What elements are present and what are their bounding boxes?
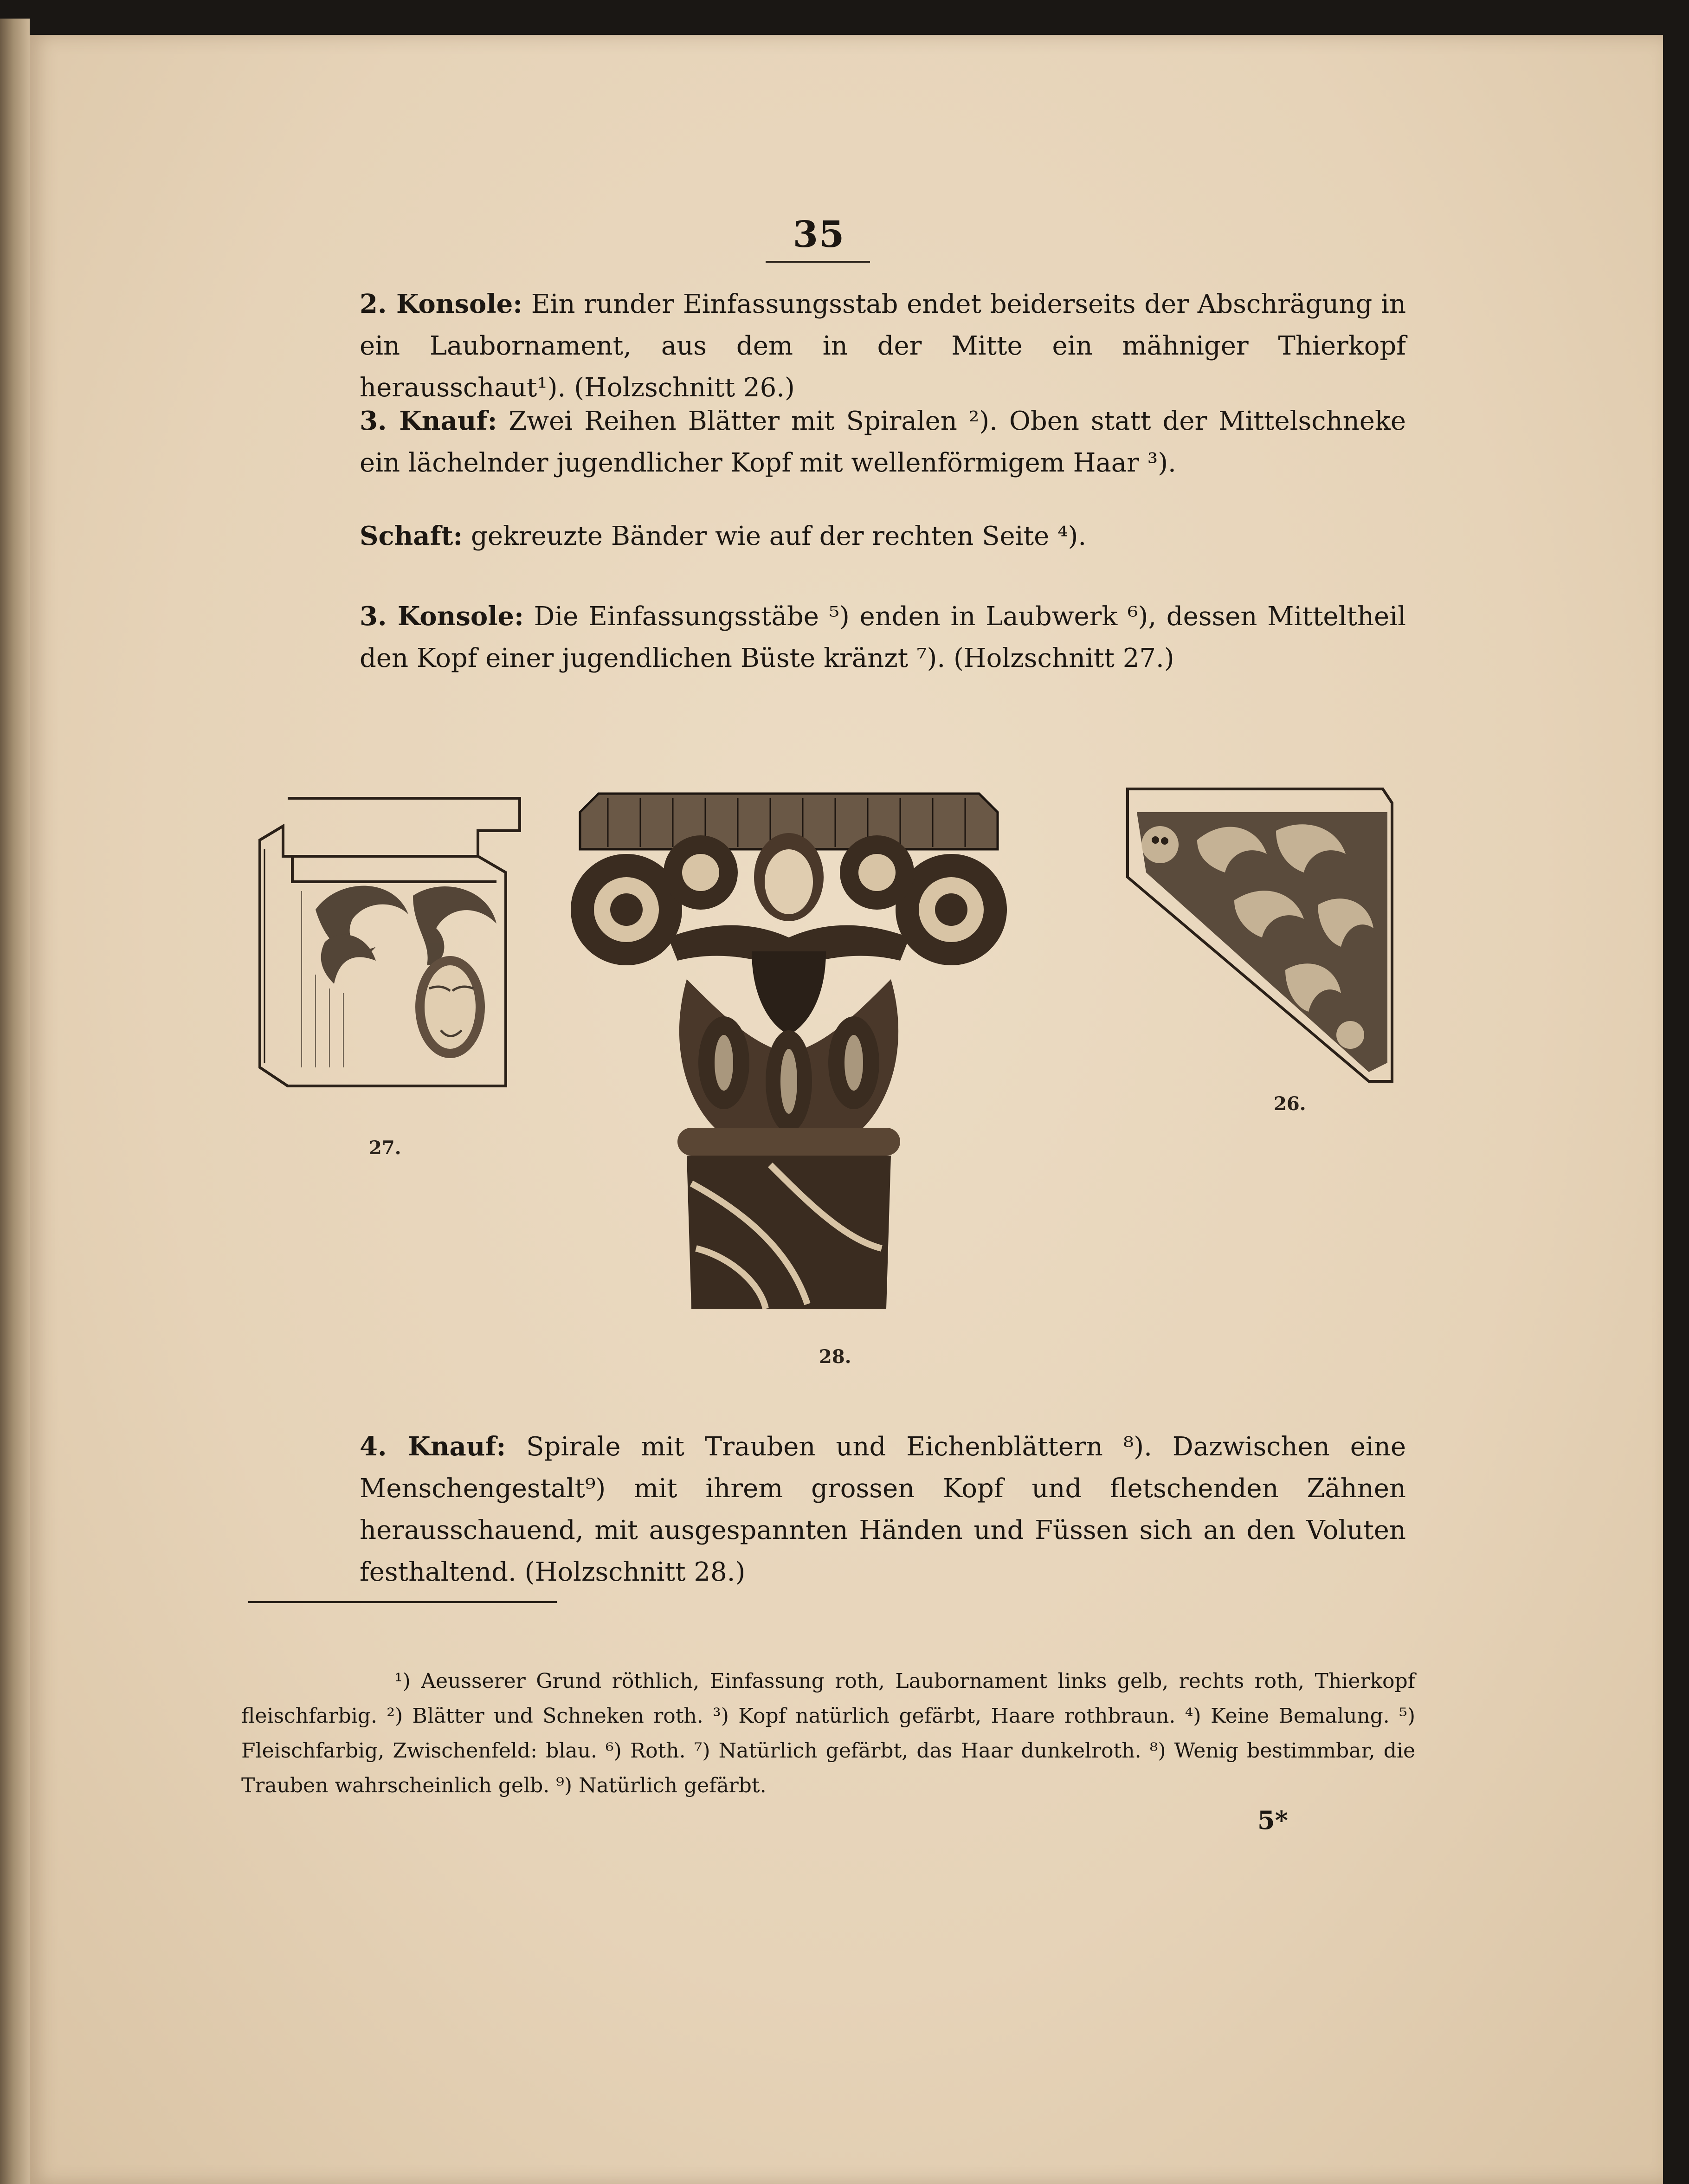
paragraph-label: Schaft: xyxy=(360,521,463,551)
paragraph-schaft xyxy=(241,515,1406,557)
figure-label-27: 27. xyxy=(369,1137,401,1159)
paragraph-konsole-3 xyxy=(241,595,1406,679)
page-number-rule xyxy=(766,261,870,263)
paragraph-label: 3. Konsole: xyxy=(360,601,524,632)
paragraph-text: Ein runder Einfassungsstab endet beiderseits der Abschrägung in ein Laubornament, aus dem in der Mitte ein mähniger Thierkopf herausschaut¹). (Holzschnitt 26.) xyxy=(360,289,1406,403)
figure-label-26: 26. xyxy=(1274,1093,1306,1115)
paragraph-text: Die Einfassungsstäbe ⁵) enden in Laubwerk ⁶), dessen Mitteltheil den Kopf einer jugendlichen Büste kränzt ⁷). (Holzschnitt 27.) xyxy=(360,601,1406,673)
figure-label-28: 28. xyxy=(819,1346,851,1368)
paragraph-knauf-3 xyxy=(241,400,1406,484)
book-spine-edge xyxy=(0,19,30,2184)
paragraph-label: 4. Knauf: xyxy=(360,1431,506,1462)
paragraph-knauf-4 xyxy=(241,1426,1406,1593)
footnotes: ¹) Aeusserer Grund röthlich, Einfassung roth, Laubornament links gelb, rechts roth, Thierkopf fleischfarbig. ²) Blätter und Schneken roth. ³) Kopf natürlich gefärbt, Haare rothbraun. ⁴) Keine Bemalung. ⁵) Fleischfarbig, Zwischenfeld: blau. ⁶) Roth. ⁷) Natürlich gefärbt, das Haar dunkelroth. ⁸) Wenig bestimmbar, die Trauben wahrscheinlich gelb. ⁹) Natürlich gefärbt. xyxy=(241,1669,1415,1797)
woodcut-console-27 xyxy=(246,789,524,1105)
paragraph-text: Spirale mit Trauben und Eichenblättern ⁸). Dazwischen eine Menschengestalt⁹) mit ihrem grossen Kopf und fletschenden Zähnen herausschauend, mit ausgespannten Händen und Füssen sich an den Voluten festhaltend. (Holzschnitt 28.) xyxy=(360,1432,1406,1587)
paragraph-text: gekreuzte Bänder wie auf der rechten Seite ⁴). xyxy=(463,521,1087,551)
woodcut-capital-28 xyxy=(548,784,1030,1341)
paragraph-label: 3. Knauf: xyxy=(360,406,497,436)
page-number: 35 xyxy=(793,213,845,256)
footnote-separator xyxy=(248,1601,557,1603)
paragraph-text: Zwei Reihen Blätter mit Spiralen ²). Oben statt der Mittelschneke ein lächelnder jugendlicher Kopf mit wellenförmigem Haar ³). xyxy=(360,406,1406,478)
woodcut-console-26 xyxy=(1118,784,1401,1086)
signature-mark: 5* xyxy=(1257,1805,1288,1835)
paragraph-konsole-2 xyxy=(241,283,1406,409)
paragraph-label: 2. Konsole: xyxy=(360,289,522,319)
